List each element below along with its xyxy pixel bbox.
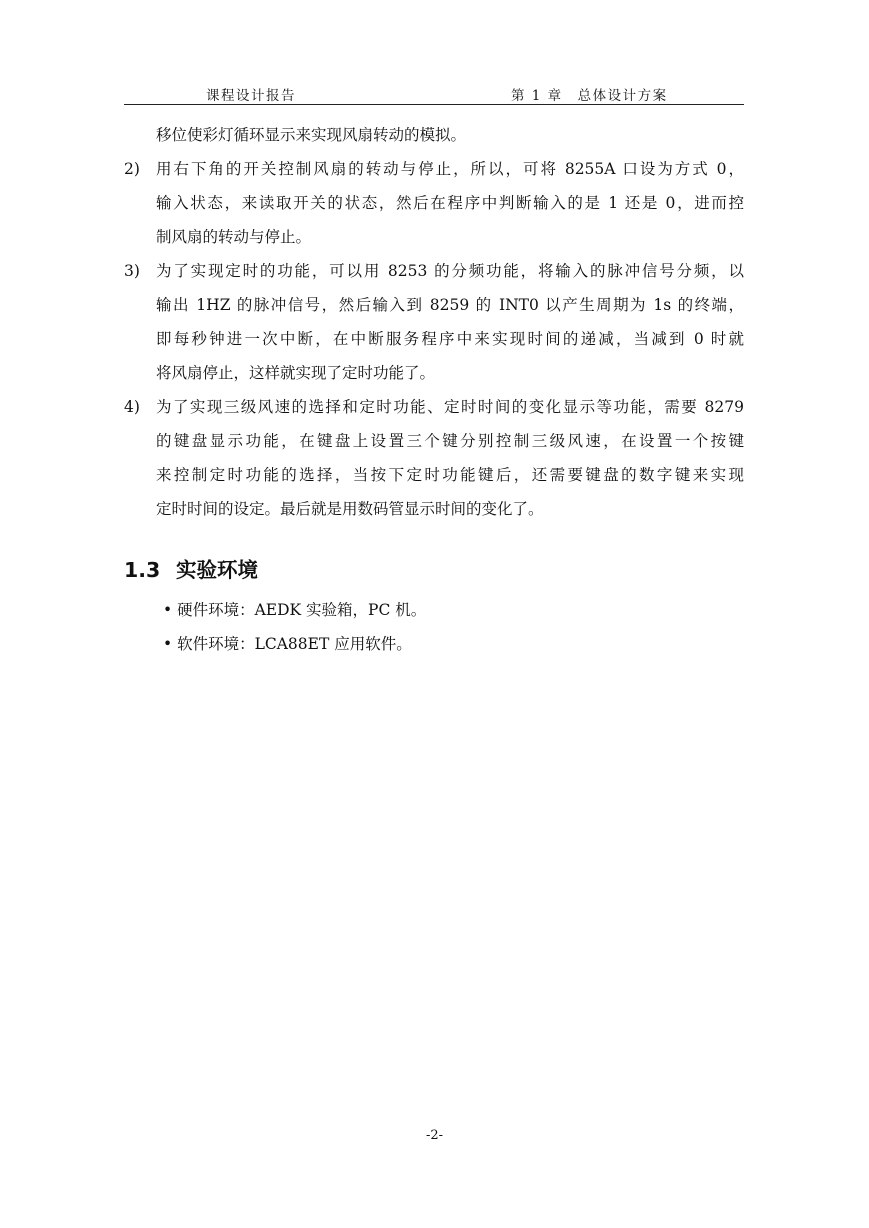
list-item-number: 3) xyxy=(124,262,140,280)
page-header xyxy=(124,82,744,105)
list-item-3 xyxy=(124,254,744,390)
continuation-line: 移位使彩灯循环显示来实现风扇转动的模拟。 xyxy=(156,126,467,144)
list-item-line: 制风扇的转动与停止。 xyxy=(156,228,312,246)
hardware-environment-item: • 硬件环境：AEDK 实验箱，PC 机。 xyxy=(163,601,427,619)
section-number: 1.3 xyxy=(124,558,161,582)
header-report-title: 课程设计报告 xyxy=(206,88,296,104)
page-number: -2- xyxy=(425,1128,444,1143)
list-item-line: 即每秒钟进一次中断，在中断服务程序中来实现时间的递减，当减到 0 时就 xyxy=(156,330,744,348)
software-environment-item: • 软件环境：LCA88ET 应用软件。 xyxy=(163,635,412,653)
body-text xyxy=(124,118,744,526)
list-item-line: 来控制定时功能的选择，当按下定时功能键后，还需要键盘的数字键来实现 xyxy=(156,466,744,484)
list-item-number: 4) xyxy=(124,398,140,416)
list-item-line: 输出 1HZ 的脉冲信号，然后输入到 8259 的 INT0 以产生周期为 1s 的终端， xyxy=(156,296,744,314)
list-item-line: 用右下角的开关控制风扇的转动与停止，所以，可将 8255A 口设为方式 0， xyxy=(156,160,744,178)
section-title: 实验环境 xyxy=(176,558,258,582)
list-item-line: 为了实现三级风速的选择和定时功能、定时时间的变化显示等功能，需要 8279 xyxy=(156,398,744,416)
list-item-2 xyxy=(124,152,744,254)
section-heading xyxy=(124,553,258,583)
list-item-number: 2) xyxy=(124,160,140,178)
list-item-line: 为了实现定时的功能，可以用 8253 的分频功能，将输入的脉冲信号分频，以 xyxy=(156,262,744,280)
list-item-line: 将风扇停止，这样就实现了定时功能了。 xyxy=(156,364,436,382)
list-item-line: 的键盘显示功能，在键盘上设置三个键分别控制三级风速，在设置一个按键 xyxy=(156,432,744,450)
list-item-4 xyxy=(124,390,744,526)
header-chapter-title: 第 1 章 总体设计方案 xyxy=(511,88,668,104)
list-item-line: 输入状态，来读取开关的状态，然后在程序中判断输入的是 1 还是 0，进而控 xyxy=(156,194,744,212)
environment-list xyxy=(163,593,426,661)
list-item-line: 定时时间的设定。最后就是用数码管显示时间的变化了。 xyxy=(156,500,544,518)
